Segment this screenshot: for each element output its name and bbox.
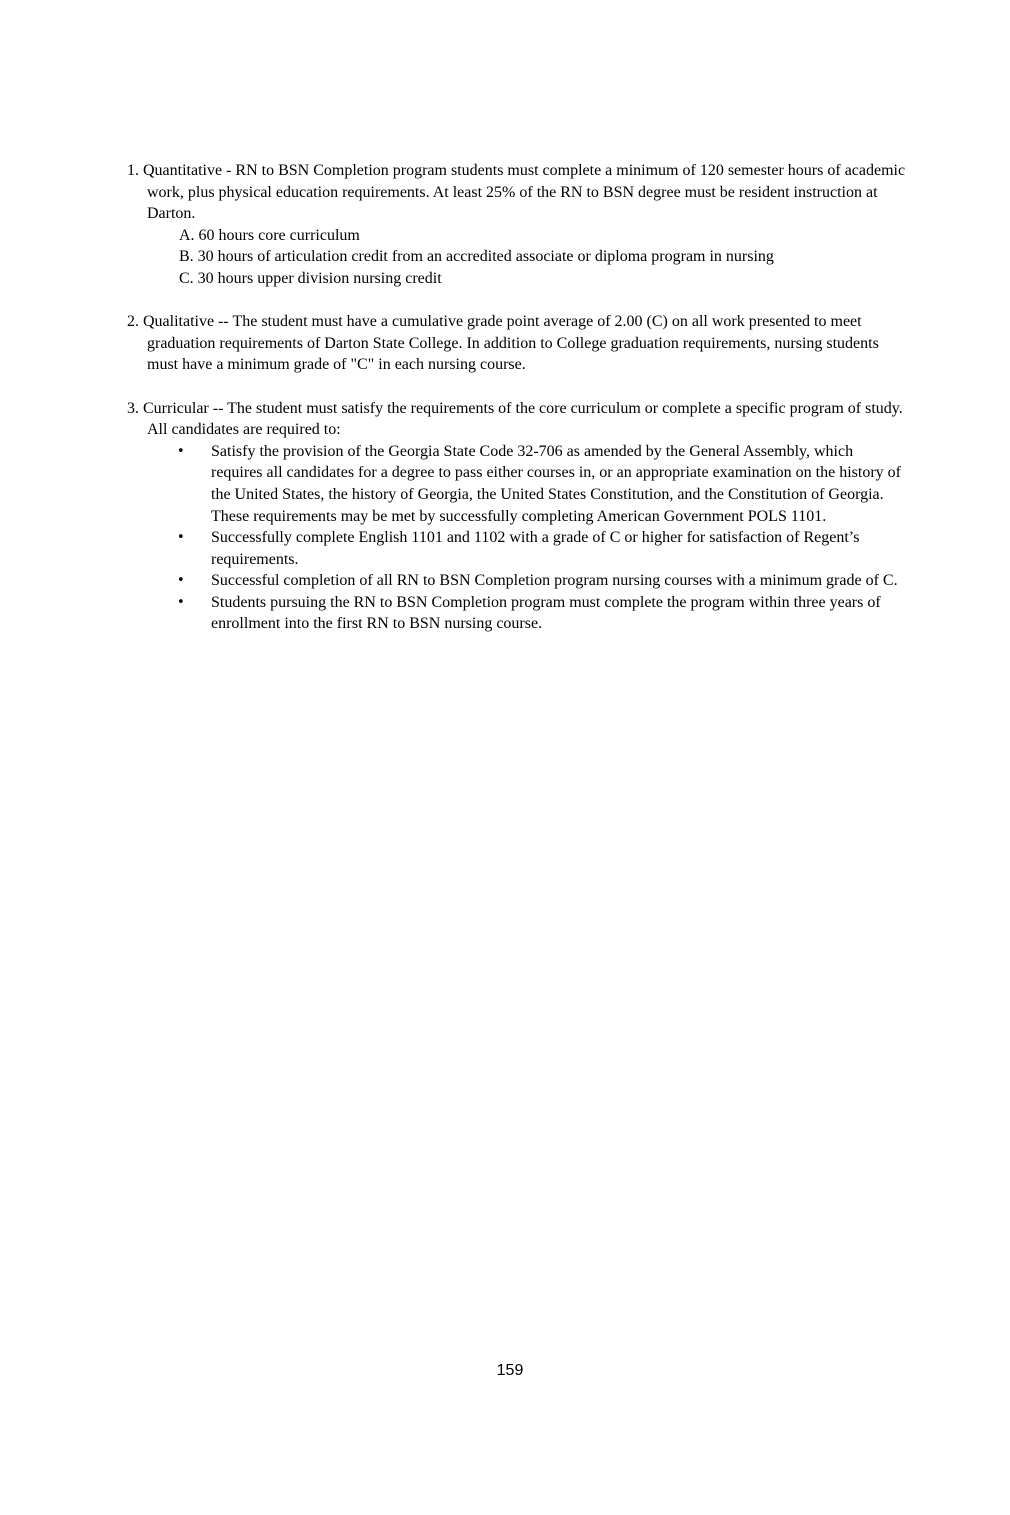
bullet-icon: •: [177, 594, 185, 610]
bullet-item: [127, 570, 907, 592]
section-qualitative: [127, 311, 907, 376]
section-paragraph: 3. Curricular -- The student must satisfy the requirements of the core curriculum or complete a specific program of study. All candidates are required to:: [127, 399, 903, 439]
bullet-item: [127, 527, 907, 570]
section-paragraph: 2. Qualitative -- The student must have a cumulative grade point average of 2.00 (C) on all work presented to meet graduation requirements of Darton State College. In addition to College graduation requirements, nursing students must have a minimum grade of "C" in each nursing course.: [127, 313, 879, 374]
bullet-icon: •: [177, 530, 185, 546]
bullet-item: [127, 441, 907, 527]
bullet-text: Successfully complete English 1101 and 1102 with a grade of C or higher for satisfaction of Regent’s requirements.: [211, 529, 860, 568]
bullet-text: Satisfy the provision of the Georgia State Code 32-706 as amended by the General Assembly, which requires all candidates for a degree to pass either courses in, or an appropriate examination on the history of the United States, the history of Georgia, the United States Constitution, and the Constitution of Georgia. These requirements may be met by successfully completing American Government POLS 1101.: [211, 442, 901, 525]
bullet-text: Successful completion of all RN to BSN Completion program nursing courses with a minimum grade of C.: [211, 572, 898, 590]
sub-item: A. 60 hours core curriculum: [179, 226, 360, 244]
bullet-list: [127, 441, 907, 635]
section-paragraph: 1. Quantitative - RN to BSN Completion program students must complete a minimum of 120 semester hours of academic work, plus physical education requirements. At least 25% of the RN to BSN degree must be resident instruction at Darton.: [127, 162, 906, 223]
sub-item: C. 30 hours upper division nursing credit: [179, 269, 442, 287]
section-curricular: [127, 398, 907, 636]
section-quantitative: [127, 160, 907, 290]
page-number: 159: [496, 1362, 524, 1379]
sub-item: B. 30 hours of articulation credit from an accredited associate or diploma program in nursing: [179, 248, 774, 266]
sub-list: [127, 225, 907, 290]
bullet-icon: •: [177, 573, 185, 589]
bullet-text: Students pursuing the RN to BSN Completion program must complete the program within three years of enrollment into the first RN to BSN nursing course.: [211, 593, 881, 633]
document-body: [127, 160, 907, 657]
bullet-icon: •: [177, 443, 185, 459]
bullet-item: [127, 592, 907, 635]
